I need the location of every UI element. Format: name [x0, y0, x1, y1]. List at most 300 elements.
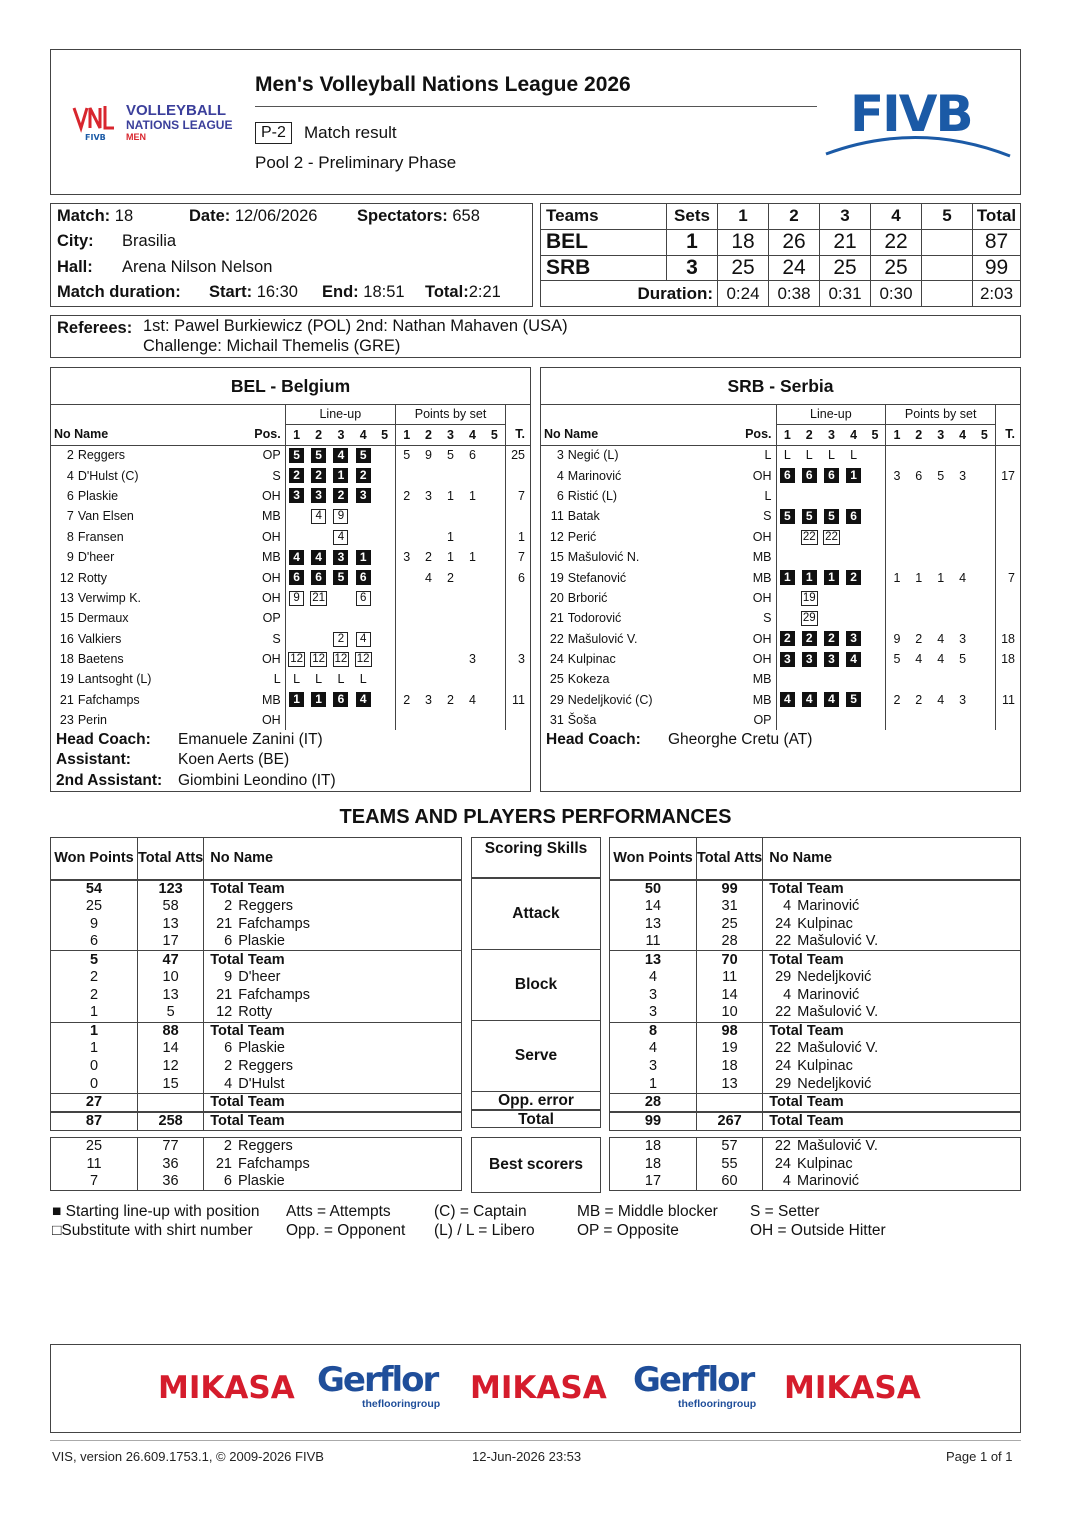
score-total: 87	[973, 229, 1021, 255]
starting-position: 4	[333, 448, 348, 463]
set-points	[886, 527, 908, 547]
col-set: 3	[330, 424, 352, 445]
stat-name	[763, 1022, 1021, 1040]
substitute-number: 19	[802, 591, 816, 604]
set-points	[908, 445, 930, 465]
set-points	[974, 465, 996, 485]
set-points: 1	[447, 550, 454, 565]
score-team: BEL	[541, 229, 667, 255]
player-row	[541, 710, 1020, 730]
set-points	[908, 547, 930, 567]
starting-position: 1	[846, 468, 861, 483]
page-title: Men's Volleyball Nations League 2026	[255, 73, 631, 96]
stat-name	[763, 898, 1021, 916]
player-row	[541, 527, 1020, 547]
lineup-cell	[843, 608, 865, 628]
roster-group-header	[51, 405, 530, 424]
player-name: Brborić	[567, 590, 608, 605]
score-set: 21	[820, 229, 871, 255]
score-header-row	[541, 204, 1021, 230]
lineup-cell	[330, 588, 352, 608]
lineup-cell	[865, 465, 886, 485]
set-points	[396, 506, 418, 526]
starting-position: 3	[846, 631, 861, 646]
player-name: Baetens	[77, 652, 124, 667]
lineup-cell	[330, 527, 352, 547]
mikasa-logo: MIKASA	[784, 1370, 921, 1406]
starting-position: 3	[333, 550, 348, 565]
legend-atts: Atts = Attempts	[286, 1203, 391, 1220]
set-points	[952, 710, 974, 730]
set-points: 2	[886, 690, 908, 710]
player-number: 3	[556, 448, 564, 463]
set-points	[396, 567, 418, 587]
roster-col-header	[541, 424, 1020, 445]
score-col-set1: 1	[718, 204, 769, 230]
gerflor-logo: Gerflor	[633, 1360, 754, 1400]
gerflor-sub: theflooringroup	[678, 1398, 757, 1410]
player-row	[541, 486, 1020, 506]
team-total-row	[610, 1022, 1021, 1040]
player-row	[51, 608, 530, 628]
won-points: 54	[51, 880, 138, 898]
player-row	[541, 690, 1020, 710]
set-points: 2	[915, 692, 923, 707]
lineup-cell	[776, 465, 798, 485]
team-total-row	[51, 1112, 462, 1131]
set-points: 6	[915, 468, 923, 483]
set-points: 1	[447, 488, 454, 503]
vnl-line2: NATIONS LEAGUE	[126, 118, 233, 132]
total-atts: 10	[697, 1004, 763, 1022]
won-points: 0	[51, 1058, 138, 1076]
set-points	[418, 465, 440, 485]
set-points	[440, 629, 462, 649]
player-row	[51, 629, 530, 649]
lineup-header: Line-up	[285, 405, 395, 424]
player-name: Fransen	[77, 529, 124, 544]
lineup-header: Line-up	[776, 405, 886, 424]
total-atts: 25	[697, 915, 763, 933]
lineup-cell	[865, 608, 886, 628]
set-points	[440, 465, 462, 485]
stat-player-number: 22	[775, 1040, 792, 1057]
set-points	[886, 506, 908, 526]
player-total	[506, 669, 530, 689]
player-stat-row	[51, 1058, 462, 1076]
stat-player-number: 29	[775, 1075, 792, 1092]
lineup-cell	[776, 588, 798, 608]
starting-position: 4	[780, 692, 795, 707]
lineup-cell	[820, 506, 842, 526]
legend-start: ■ Starting line-up with position	[52, 1203, 260, 1220]
set-points	[418, 608, 440, 628]
starting-position: 4	[356, 692, 371, 707]
lineup-cell	[352, 445, 374, 465]
starting-position: 5	[333, 570, 348, 585]
set-points: 1	[886, 567, 908, 587]
starting-position: 6	[333, 692, 348, 707]
lineup-cell	[798, 710, 820, 730]
player-position: L	[745, 445, 776, 465]
player-number: 9	[66, 550, 74, 565]
total-atts: 98	[697, 1022, 763, 1040]
player-name: Valkiers	[77, 631, 122, 646]
stat-name	[763, 933, 1021, 951]
won-points: 1	[51, 1022, 138, 1040]
total-atts	[138, 1093, 204, 1112]
lineup-cell	[330, 547, 352, 567]
end-time: End: 18:51	[322, 283, 405, 301]
won-points: 0	[51, 1075, 138, 1093]
starting-position: 5	[846, 692, 861, 707]
stat-name	[204, 915, 462, 933]
lineup-cell	[798, 527, 820, 547]
player-row	[51, 567, 530, 587]
set-points	[952, 527, 974, 547]
starting-position: 6	[780, 468, 795, 483]
stat-player-number: 22	[775, 1004, 792, 1021]
col-set: 4	[352, 424, 374, 445]
player-number: 20	[549, 590, 564, 605]
lineup-cell	[820, 649, 842, 669]
set-points	[974, 690, 996, 710]
total-atts: 18	[697, 1058, 763, 1076]
player-total	[506, 629, 530, 649]
set-duration: 0:30	[871, 281, 922, 307]
spacer	[568, 405, 745, 424]
won-points: 25	[51, 1138, 138, 1156]
lineup-cell	[776, 710, 798, 730]
head-coach-label: Head Coach:	[56, 731, 151, 748]
stat-name	[204, 1040, 462, 1058]
player-position: OH	[745, 649, 776, 669]
stat-name	[204, 1173, 462, 1191]
player-position: L	[254, 669, 285, 689]
player-position: MB	[254, 547, 285, 567]
stat-player-number: 24	[775, 915, 792, 932]
lineup-cell	[308, 690, 330, 710]
col-no-name: No Name	[763, 838, 1021, 880]
set-points: 4	[937, 692, 945, 707]
player-row	[541, 506, 1020, 526]
lineup-cell	[843, 506, 865, 526]
lineup-cell	[865, 567, 886, 587]
duration-label: Duration:	[637, 283, 713, 303]
set-points	[484, 588, 506, 608]
lineup-cell	[865, 629, 886, 649]
set-points	[440, 506, 462, 526]
set-points: 1	[915, 570, 923, 585]
spacer	[506, 405, 530, 424]
col-set: 1	[285, 424, 307, 445]
set-points	[952, 669, 974, 689]
set-points	[930, 527, 952, 547]
player-stat-row	[51, 1004, 462, 1022]
starting-position: 3	[289, 488, 304, 503]
starting-position: 3	[780, 652, 795, 667]
player-number: 29	[549, 692, 564, 707]
col-set: 4	[462, 424, 484, 445]
vnl-logo	[72, 100, 242, 146]
set-points	[462, 629, 484, 649]
starting-position: 6	[824, 468, 839, 483]
stat-player-name: Reggers	[238, 897, 294, 914]
lineup-cell	[352, 588, 374, 608]
set-points	[974, 629, 996, 649]
team-total-row	[610, 1093, 1021, 1112]
set-points: 5	[447, 448, 454, 463]
player-row	[541, 669, 1020, 689]
set-points	[908, 506, 930, 526]
set-points: 4	[425, 570, 432, 585]
score-set	[922, 229, 973, 255]
won-points: 25	[51, 898, 138, 916]
col-total-atts: Total Atts	[138, 838, 204, 880]
set-points	[930, 486, 952, 506]
score-set: 25	[718, 255, 769, 281]
set-points	[396, 710, 418, 730]
stat-player-number: 22	[775, 933, 792, 950]
starting-position: 5	[824, 509, 839, 524]
player-position: OH	[745, 629, 776, 649]
set-points	[908, 669, 930, 689]
player-stat-row	[610, 969, 1021, 987]
won-points: 50	[610, 880, 697, 898]
player-name: Šoša	[567, 713, 597, 728]
skills-header: Scoring Skills	[471, 837, 601, 879]
player-row	[541, 547, 1020, 567]
substitute-number: 21	[312, 591, 326, 604]
head-coach-label: Head Coach:	[546, 731, 641, 748]
lineup-cell	[374, 547, 395, 567]
starting-position: 2	[780, 631, 795, 646]
set-points	[462, 506, 484, 526]
skill-best-scorers: Best scorers	[471, 1137, 601, 1193]
set-points: 3	[886, 465, 908, 485]
stat-name	[204, 1075, 462, 1093]
won-points: 11	[51, 1155, 138, 1173]
set-points: 3	[959, 692, 967, 707]
total-atts: 99	[697, 880, 763, 898]
stat-player-number: 21	[216, 986, 233, 1003]
player-name: Kokeza	[567, 672, 610, 687]
total-atts: 58	[138, 898, 204, 916]
player-name: Reggers	[77, 448, 126, 463]
stat-name	[763, 1058, 1021, 1076]
lineup-cell	[374, 649, 395, 669]
player-name: Batak	[567, 509, 600, 524]
set-points	[930, 608, 952, 628]
stat-name	[763, 1173, 1021, 1191]
starting-position: 2	[846, 570, 861, 585]
team-total-row	[610, 951, 1021, 969]
set-points	[440, 608, 462, 628]
stat-name	[763, 1138, 1021, 1156]
player-position: OH	[745, 588, 776, 608]
player-total: 25	[506, 445, 530, 465]
lineup-cell	[798, 486, 820, 506]
player-row	[541, 588, 1020, 608]
col-won-points: Won Points	[610, 838, 697, 880]
stat-player-name: D'heer	[238, 969, 281, 986]
score-col-total: Total	[973, 204, 1021, 230]
stat-player-name: Total Team	[769, 880, 844, 897]
player-name: Marinović	[567, 468, 622, 483]
total-atts: 70	[697, 951, 763, 969]
player-total	[996, 588, 1020, 608]
stat-player-name: Total Team	[210, 1093, 285, 1110]
set-points: 1	[937, 570, 945, 585]
player-number: 15	[59, 611, 74, 626]
won-points: 9	[51, 915, 138, 933]
spacer	[78, 405, 254, 424]
vnl-line1: VOLLEYBALL	[126, 102, 226, 119]
set-points	[908, 486, 930, 506]
lineup-cell	[798, 465, 820, 485]
player-total	[996, 710, 1020, 730]
set-points	[974, 669, 996, 689]
lineup-cell	[776, 567, 798, 587]
set-points	[974, 710, 996, 730]
lineup-cell	[285, 588, 307, 608]
set-points	[930, 710, 952, 730]
won-points: 28	[610, 1093, 697, 1112]
col-set: 5	[374, 424, 395, 445]
score-sets: 1	[667, 229, 718, 255]
set-points	[952, 445, 974, 465]
lineup-cell	[308, 506, 330, 526]
roster-table	[51, 405, 530, 730]
stat-player-number: 6	[223, 1173, 232, 1190]
total-time: Total:2:21	[425, 283, 501, 301]
player-name: Ristić (L)	[567, 488, 618, 503]
lineup-cell	[330, 710, 352, 730]
starting-position: 1	[356, 550, 371, 565]
player-position: S	[254, 629, 285, 649]
won-points: 18	[610, 1138, 697, 1156]
stat-name	[763, 969, 1021, 987]
stat-name	[763, 1004, 1021, 1022]
set-points: 2	[447, 570, 454, 585]
starting-position: 5	[289, 448, 304, 463]
referees-label: Referees:	[57, 319, 133, 337]
player-name: Perić	[567, 529, 597, 544]
stat-player-number: 4	[783, 986, 792, 1003]
lineup-cell	[308, 608, 330, 628]
set-points	[440, 588, 462, 608]
player-name: Negić (L)	[567, 448, 619, 463]
lineup-cell	[843, 649, 865, 669]
stat-name	[204, 969, 462, 987]
stat-name	[204, 1004, 462, 1022]
stat-player-number: 12	[216, 1004, 233, 1021]
player-total: 11	[996, 690, 1020, 710]
stat-player-name: Plaskie	[238, 1173, 285, 1190]
stat-player-name: Total Team	[769, 1112, 844, 1129]
lineup-cell	[798, 649, 820, 669]
stat-name	[763, 880, 1021, 898]
starting-position: 6	[311, 570, 326, 585]
lineup-cell	[285, 649, 307, 669]
lineup-cell	[374, 465, 395, 485]
lineup-cell	[798, 629, 820, 649]
lineup-cell	[865, 527, 886, 547]
legend-mb: MB = Middle blocker	[577, 1203, 718, 1220]
player-total	[996, 547, 1020, 567]
set-points: 9	[425, 448, 432, 463]
roster-title: SRB - Serbia	[541, 368, 1020, 405]
won-points: 4	[610, 1040, 697, 1058]
starting-position: 1	[311, 692, 326, 707]
lineup-cell	[352, 486, 374, 506]
lineup-cell	[865, 710, 886, 730]
lineup-cell	[352, 690, 374, 710]
lineup-cell	[330, 445, 352, 465]
lineup-cell	[798, 588, 820, 608]
lineup-cell	[330, 506, 352, 526]
set-points	[974, 547, 996, 567]
start-time: Start: 16:30	[209, 283, 298, 301]
player-position: MB	[745, 690, 776, 710]
set-points	[886, 486, 908, 506]
set-points	[484, 608, 506, 628]
skill-total: Total	[471, 1109, 601, 1128]
player-stat-row	[610, 1138, 1021, 1156]
score-total: 99	[973, 255, 1021, 281]
stat-player-name: Marinović	[797, 897, 860, 914]
set-points: 3	[425, 488, 432, 503]
stat-name	[763, 951, 1021, 969]
roster-table	[541, 405, 1020, 730]
stat-name	[204, 880, 462, 898]
lineup-cell	[374, 588, 395, 608]
won-points: 13	[610, 951, 697, 969]
player-position: OH	[254, 567, 285, 587]
player-position: MB	[254, 690, 285, 710]
won-points: 3	[610, 1058, 697, 1076]
player-position: OP	[254, 608, 285, 628]
stat-player-name: Plaskie	[238, 1040, 285, 1057]
pool-label: Pool 2 - Preliminary Phase	[255, 153, 457, 172]
stat-player-name: Fafchamps	[238, 1155, 310, 1172]
set-points	[440, 710, 462, 730]
score-set	[922, 255, 973, 281]
starting-position: 3	[802, 652, 817, 667]
col-pos: Pos.	[254, 424, 285, 445]
player-position: S	[745, 608, 776, 628]
stat-player-name: Kulpinac	[797, 915, 853, 932]
score-col-set5: 5	[922, 204, 973, 230]
set-points: 3	[425, 692, 432, 707]
set-points: 4	[959, 570, 967, 585]
lineup-cell	[865, 506, 886, 526]
set-points	[930, 588, 952, 608]
total-atts: 258	[138, 1112, 204, 1131]
legend-sub: □Substitute with shirt number	[52, 1222, 253, 1239]
set-points: 1	[447, 529, 454, 544]
set-points: 2	[425, 550, 432, 565]
lineup-cell: L	[359, 672, 367, 687]
col-total: T.	[996, 424, 1020, 445]
roster-title: BEL - Belgium	[51, 368, 530, 405]
score-table	[540, 203, 1021, 307]
starting-position: 2	[824, 631, 839, 646]
starting-position: 1	[333, 468, 348, 483]
player-number: 31	[549, 713, 564, 728]
starting-position: 2	[311, 468, 326, 483]
set-points	[462, 465, 484, 485]
